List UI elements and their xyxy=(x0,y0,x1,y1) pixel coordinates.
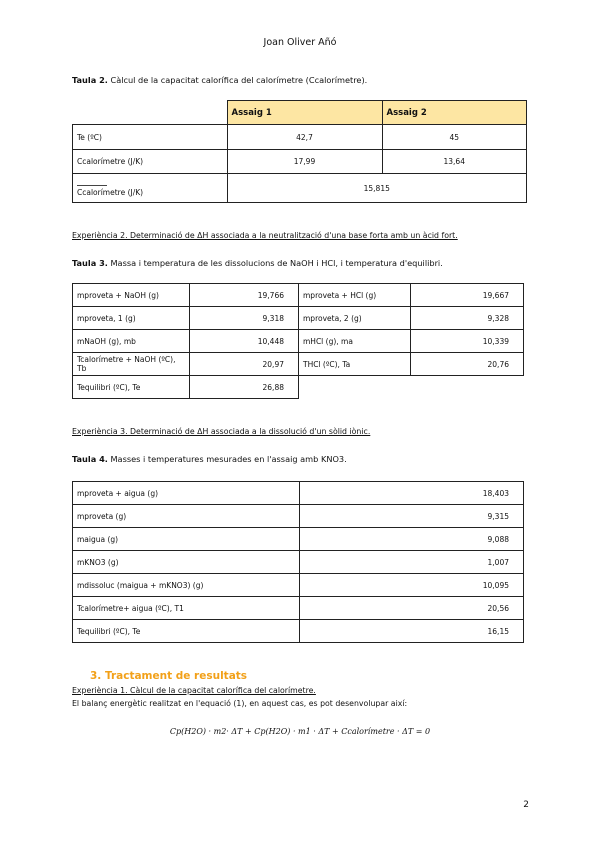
table3-cell: 19,667 xyxy=(411,284,524,307)
mean-overline xyxy=(77,185,107,186)
table2-row-label: Te (ºC) xyxy=(73,125,228,150)
table4-caption-label: Taula 4. xyxy=(72,454,108,464)
table4-label: mproveta + aigua (g) xyxy=(73,482,300,505)
table4-label: Tequilibri (ºC), Te xyxy=(73,620,300,643)
table4-caption-text: Masses i temperatures mesurades en l'assaig amb KNO3. xyxy=(110,454,347,464)
table3-cell: 9,328 xyxy=(411,307,524,330)
table3-label: mproveta + HCl (g) xyxy=(299,284,411,307)
table3-empty-cell xyxy=(299,376,411,399)
table-row xyxy=(73,482,524,505)
table-row xyxy=(73,505,524,528)
table-row xyxy=(73,597,524,620)
exp3-title: Experiència 3. Determinació de ΔH associada a la dissolució d'un sòlid iònic. xyxy=(72,427,371,436)
table4-cell: 10,095 xyxy=(300,574,524,597)
table4 xyxy=(72,481,524,643)
table4-cell: 20,56 xyxy=(300,597,524,620)
table3-caption-text: Massa i temperatura de les dissolucions de NaOH i HCl, i temperatura d'equilibri. xyxy=(110,258,443,268)
balance-paragraph: El balanç energètic realitzat en l'equació (1), en aquest cas, es pot desenvolupar així: xyxy=(72,699,408,708)
table3 xyxy=(72,283,524,399)
table3-label: mproveta, 2 (g) xyxy=(299,307,411,330)
table-row xyxy=(73,376,524,399)
table3-label: mHCl (g), ma xyxy=(299,330,411,353)
equation-text: Cp(H2O) · m2· ΔT + Cp(H2O) · m1 · ΔT + Ccalorímetre · ΔT = 0 xyxy=(169,727,431,736)
table4-cell: 9,088 xyxy=(300,528,524,551)
table4-cell: 1,007 xyxy=(300,551,524,574)
table3-label: THCl (ºC), Ta xyxy=(299,353,411,376)
table-row xyxy=(73,125,527,150)
table3-cell: 20,97 xyxy=(190,353,299,376)
table-row xyxy=(73,330,524,353)
table2-empty-cell xyxy=(73,101,228,125)
table2-header-assaig1: Assaig 1 xyxy=(227,101,382,125)
table2-caption-text: Càlcul de la capacitat calorífica del calorímetre (Ccalorímetre). xyxy=(110,75,368,85)
table2-cell: 17,99 xyxy=(227,150,382,174)
table4-cell: 9,315 xyxy=(300,505,524,528)
table2-mean-label-cell xyxy=(73,174,228,203)
page-number: 2 xyxy=(523,800,529,810)
table4-cell: 18,403 xyxy=(300,482,524,505)
exp1-title: Experiència 1. Càlcul de la capacitat calorífica del calorímetre. xyxy=(72,686,316,695)
table-row xyxy=(73,551,524,574)
table-row xyxy=(73,101,527,125)
table2-row-label: Ccalorímetre (J/K) xyxy=(73,150,228,174)
table-row xyxy=(73,150,527,174)
table2-cell: 13,64 xyxy=(382,150,527,174)
table-row xyxy=(73,174,527,203)
table3-label: Tequilibri (ºC), Te xyxy=(73,376,190,399)
table3-cell: 20,76 xyxy=(411,353,524,376)
table4-label: Tcalorímetre+ aigua (ºC), T1 xyxy=(73,597,300,620)
table3-empty-cell xyxy=(411,376,524,399)
energy-balance-equation xyxy=(0,727,600,736)
table4-label: mdissoluc (maigua + mKNO3) (g) xyxy=(73,574,300,597)
table2-caption xyxy=(72,75,367,85)
table4-cell: 16,15 xyxy=(300,620,524,643)
section-heading: 3. Tractament de resultats xyxy=(90,670,248,682)
page-header-author: Joan Oliver Añó xyxy=(263,37,337,48)
table3-label: mproveta, 1 (g) xyxy=(73,307,190,330)
table2-mean-label: Ccalorímetre (J/K) xyxy=(77,188,144,197)
table4-label: mKNO3 (g) xyxy=(73,551,300,574)
exp2-title: Experiència 2. Determinació de ΔH associada a la neutralització d'una base forta amb un àcid fort. xyxy=(72,231,458,240)
table-row xyxy=(73,284,524,307)
table3-caption-label: Taula 3. xyxy=(72,258,108,268)
table3-caption xyxy=(72,258,443,268)
table2-caption-label: Taula 2. xyxy=(72,75,108,85)
table2-cell: 45 xyxy=(382,125,527,150)
table4-caption xyxy=(72,454,347,464)
table3-cell: 9,318 xyxy=(190,307,299,330)
table2-mean-value: 15,815 xyxy=(227,174,527,203)
table3-cell: 19,766 xyxy=(190,284,299,307)
table4-label: maigua (g) xyxy=(73,528,300,551)
table3-cell: 10,448 xyxy=(190,330,299,353)
table2 xyxy=(72,100,527,203)
table3-label: mNaOH (g), mb xyxy=(73,330,190,353)
table-row xyxy=(73,528,524,551)
table3-label: Tcalorímetre + NaOH (ºC), Tb xyxy=(73,353,190,376)
table2-cell: 42,7 xyxy=(227,125,382,150)
table-row xyxy=(73,307,524,330)
table2-header-assaig2: Assaig 2 xyxy=(382,101,527,125)
table4-label: mproveta (g) xyxy=(73,505,300,528)
table3-cell: 26,88 xyxy=(190,376,299,399)
table-row xyxy=(73,620,524,643)
table3-cell: 10,339 xyxy=(411,330,524,353)
table-row xyxy=(73,353,524,376)
table-row xyxy=(73,574,524,597)
table3-label: mproveta + NaOH (g) xyxy=(73,284,190,307)
